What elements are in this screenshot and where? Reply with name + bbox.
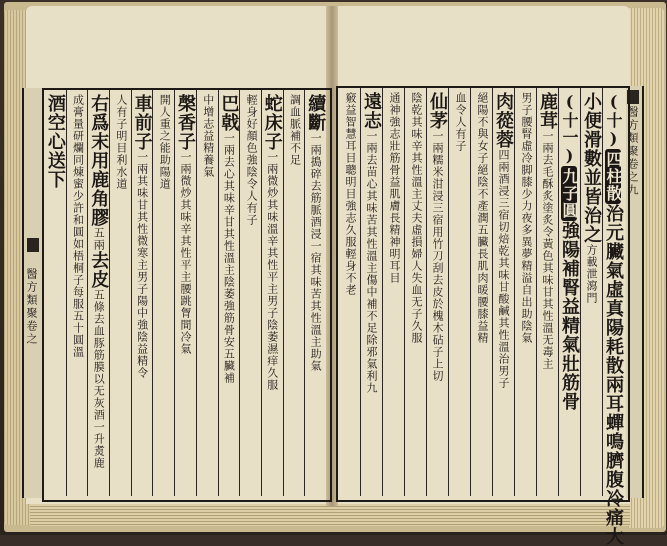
column-text: 去皮	[88, 251, 110, 289]
banxin-text: 醫方類聚卷之	[25, 268, 38, 346]
column-text: 調血脈補不足	[288, 94, 302, 166]
column-text: 一兩去苗心其味苦其性溫主傷中補不足除邪氣利九	[365, 130, 378, 394]
column-text: 五兩	[92, 227, 106, 251]
column-rule	[174, 90, 175, 496]
text-column	[305, 94, 327, 492]
column-text: 方載泄瀉門	[585, 244, 598, 304]
column-text: 陰乾其味辛其性溫主丈夫虛損婦人失血无子久服	[410, 92, 423, 344]
column-text: 一兩微炒其味辛其性平主腰跳胷間冷氣	[179, 151, 192, 355]
column-text: 強陽補腎益精氣壯筋骨	[559, 221, 580, 411]
column-text: 一兩去心其味辛甘其性溫主陰萎強筋骨安五臟補	[222, 132, 236, 384]
column-text: 巴戟	[218, 94, 240, 132]
column-rule	[536, 88, 537, 496]
text-column	[428, 92, 446, 492]
column-text: 㯏香子	[175, 94, 196, 151]
fish-tail-mark	[27, 238, 39, 252]
column-rule	[218, 90, 219, 496]
column-text: 竅益智慧耳目聰明目強志久服輕身不老	[344, 92, 357, 296]
column-text: 一兩搗碎去筋脈酒浸一宿其味苦其性溫主助氣	[309, 132, 323, 372]
text-column	[384, 92, 402, 492]
left-banxin	[22, 88, 44, 498]
column-text: 血令人有子	[454, 92, 467, 152]
column-text: 四兩酒浸三宿切焙乾其味甘酸鹹其性溫治男子	[497, 149, 510, 389]
column-text: (十)	[604, 92, 623, 149]
text-column	[176, 94, 194, 492]
column-text: 治元臟氣虛真陽耗散兩耳蟬鳴臍腹冷痛大	[603, 204, 624, 546]
column-text: 一兩微炒其味溫辛其性平主男子陰萎濕痒久服	[265, 151, 279, 391]
text-column	[88, 94, 110, 492]
column-rule	[426, 88, 427, 496]
column-text: 仙茅	[427, 92, 448, 130]
text-column	[340, 92, 358, 492]
column-text: 肉蓯蓉	[493, 92, 514, 149]
text-column	[284, 94, 302, 492]
column-text: 一兩其味甘其性微寒主男子陽中強陰益精令	[135, 151, 149, 379]
column-text: 成膏量研爛同煉蜜少許和圓如梧桐子每服五十圓溫	[71, 94, 85, 358]
text-column	[362, 92, 380, 492]
text-column	[46, 94, 64, 492]
column-rule	[382, 88, 383, 496]
column-text: 五條去血豚筋膜以无灰酒一升煑鹿	[92, 289, 106, 469]
column-text: 遠志	[361, 92, 382, 130]
text-column	[516, 92, 534, 492]
column-rule	[261, 90, 262, 496]
column-rule	[580, 88, 581, 496]
column-rule	[602, 88, 603, 496]
text-column	[263, 94, 281, 492]
column-rule	[514, 88, 515, 496]
column-rule	[558, 88, 559, 496]
text-column	[560, 92, 578, 492]
text-column	[154, 94, 172, 492]
text-column	[538, 92, 556, 492]
prescription-title-badge: 九子圓	[560, 168, 579, 219]
column-text: 人有子明目利水道	[114, 94, 128, 190]
text-column	[218, 94, 240, 492]
column-text: 續斷	[305, 94, 327, 132]
column-rule	[304, 90, 305, 496]
column-text: 小便滑數並皆治之	[581, 92, 602, 244]
column-rule	[239, 90, 240, 496]
column-text: 車前子	[131, 94, 153, 151]
column-text: (十一)	[560, 92, 579, 166]
banxin-text: 醫方類聚卷之九	[626, 106, 639, 197]
text-column	[68, 94, 86, 492]
column-text: 通神強志壯筋骨益肌膚長精神明耳目	[388, 92, 401, 284]
column-text: 酒空心送下	[44, 94, 66, 189]
text-column	[450, 92, 468, 492]
column-text: 鹿茸	[537, 92, 558, 130]
column-text: 右爲末用鹿角膠	[88, 94, 110, 227]
column-text: 一兩去毛酥炙塗炙令黃色其味甘其性溫无毒主	[541, 130, 554, 370]
column-rule	[404, 88, 405, 496]
column-text: 一兩糯米泔浸三宿用竹刀刮去皮於槐木砧子上切	[431, 130, 444, 382]
column-text: 男子腰腎虛冷脚膝少力夜多異夢精溢自出助陰氣	[520, 92, 533, 344]
column-rule	[87, 90, 88, 496]
text-column	[406, 92, 424, 492]
column-text: 絕陽不與女子絕陰不產潤五臟長肌肉暖腰膝益精	[476, 92, 489, 344]
column-text: 蛇床子	[261, 94, 283, 151]
prescription-title-badge: 四柱散	[604, 151, 623, 202]
text-column	[603, 92, 624, 546]
column-text: 輕身好顏色強陰令人有子	[245, 94, 259, 226]
text-column	[494, 92, 512, 492]
column-rule	[131, 90, 132, 496]
column-text: 中增志益精養氣	[201, 94, 215, 178]
text-column	[241, 94, 259, 492]
text-column	[472, 92, 490, 492]
column-rule	[470, 88, 471, 496]
text-column	[133, 94, 151, 492]
column-text: 開人重之能助陽道	[158, 94, 172, 190]
column-rule	[448, 88, 449, 496]
column-rule	[360, 88, 361, 496]
text-column	[198, 94, 216, 492]
text-column	[582, 92, 600, 492]
text-column	[111, 94, 129, 492]
column-rule	[492, 88, 493, 496]
